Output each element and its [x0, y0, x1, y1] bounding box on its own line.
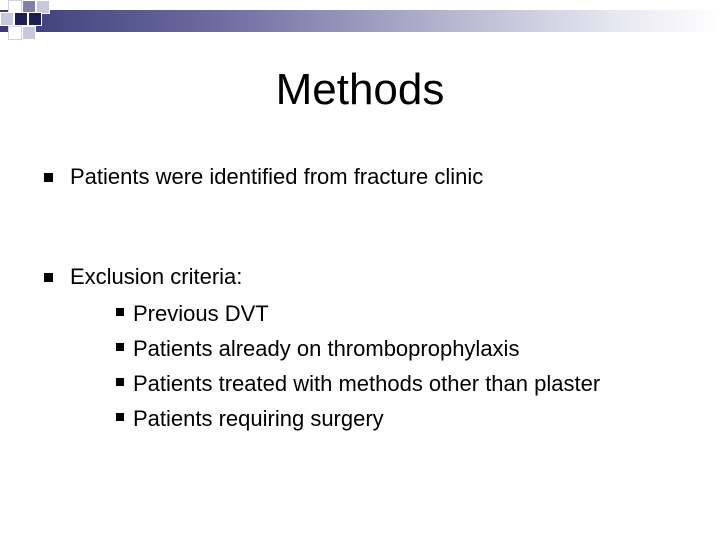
square-bullet-icon — [44, 273, 53, 282]
square-deco — [0, 12, 14, 26]
sub-bullet-text: Patients requiring surgery — [133, 406, 384, 431]
bullet-text: Exclusion criteria: — [70, 264, 243, 289]
square-deco — [8, 26, 22, 40]
square-deco — [28, 12, 42, 26]
slide-title: Methods — [275, 65, 445, 114]
sub-bullet-list — [116, 296, 600, 436]
sub-bullet-item — [116, 366, 600, 401]
square-bullet-icon — [116, 308, 124, 316]
corner-squares — [0, 0, 60, 48]
square-deco — [22, 26, 36, 40]
sub-bullet-item — [116, 331, 600, 366]
sub-bullet-item — [116, 296, 600, 331]
gradient-bar — [0, 10, 720, 32]
sub-bullet-item — [116, 401, 600, 436]
square-deco — [14, 12, 28, 26]
bullet-item — [44, 262, 242, 292]
square-bullet-icon — [44, 173, 53, 182]
square-bullet-icon — [116, 413, 124, 421]
sub-bullet-text: Patients already on thromboprophylaxis — [133, 336, 520, 361]
bullet-text: Patients were identified from fracture clinic — [70, 164, 484, 189]
sub-bullet-text: Previous DVT — [133, 301, 269, 326]
sub-bullet-text: Patients treated with methods other than plaster — [133, 371, 601, 396]
square-bullet-icon — [116, 378, 124, 386]
bullet-item — [44, 162, 483, 192]
square-bullet-icon — [116, 343, 124, 351]
